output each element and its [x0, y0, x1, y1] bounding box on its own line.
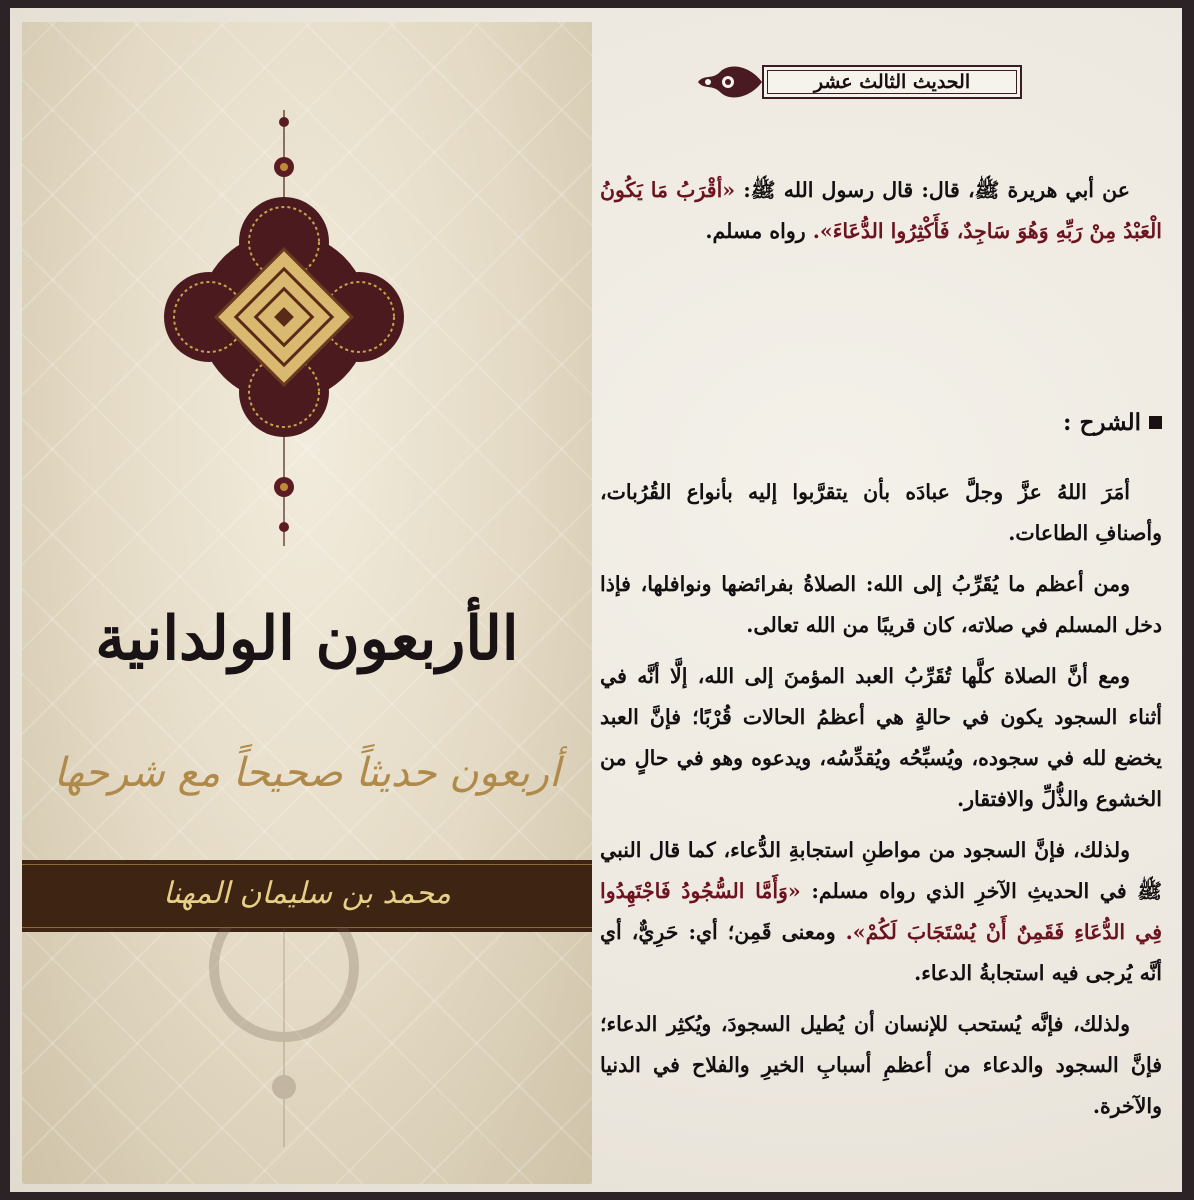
paragraph-1: أمَرَ اللهُ عزَّ وجلَّ عبادَه بأن يتقرَّبوا إليه بأنواع القُرُبات، وأصنافِ الطاعات. [600, 480, 1162, 545]
author-band [22, 860, 592, 932]
banner-left-ornament-icon [690, 56, 764, 108]
paragraph-4 [600, 830, 1162, 994]
paragraph-4-intro: ولذلك، فإنَّ السجود من مواطنِ استجابةِ الدُّعاء، كما قال النبي ﷺ في الحديثِ الآخرِ الذي رواه مسلم: [600, 838, 1162, 903]
second-hadith: «وَأَمَّا السُّجُودُ فَاجْتَهِدُوا فِي الدُّعَاءِ فَقَمِنٌ أَنْ يُسْتَجَابَ لَكُمْ». [600, 879, 1162, 944]
sharh-section [600, 402, 1162, 453]
square-bullet-icon [1149, 416, 1162, 429]
cover-subtitle: أربعون حديثاً صحيحاً مع شرحها [53, 750, 561, 796]
chapter-title: الحديث الثالث عشر [813, 71, 971, 93]
section-label: الشرح : [1063, 409, 1141, 436]
paragraph-4-explanation: ومعنى قَمِن؛ أي: حَرِيٌّ، أي أنَّه يُرجى فيه استجابةُ الدعاء. [600, 920, 1162, 985]
hadith-text: «أقْرَبُ مَا يَكُونُ الْعَبْدُ مِنْ رَبِّهِ وَهُوَ سَاجِدٌ، فَأَكْثِرُوا الدُّعَاءَ». [600, 178, 1162, 243]
cover-author: محمد بن سليمان المهنا [163, 876, 451, 911]
explanation-body [600, 472, 1162, 1137]
paragraph-2: ومن أعظم ما يُقَرِّبُ إلى الله: الصلاةُ بفرائضها ونوافلها، فإذا دخل المسلم في صلاته، كان قريبًا من الله تعالى. [600, 572, 1162, 637]
cover-title: الأربعون الولدانية [95, 604, 519, 674]
text-panel [600, 22, 1172, 1184]
hadith-paragraph [600, 170, 1162, 262]
paragraph-5: ولذلك، فإنَّه يُستحب للإنسان أن يُطيل السجودَ، ويُكثِر الدعاء؛ فإنَّ السجود والدعاء من أعظمِ أسبابِ الخيرِ والفلاح في الدنيا والآخرة. [600, 1012, 1162, 1118]
page [10, 8, 1182, 1192]
faded-ornament [22, 927, 592, 1184]
paragraph-3: ومع أنَّ الصلاة كلَّها تُقَرِّبُ العبد المؤمنَ إلى الله، إلَّا أنَّه في أثناء السجود يكون في حالةٍ هي أعظمُ الحالات قُرْبًا؛ فإنَّ العبد يخضع لله في سجوده، ويُسبِّحُه ويُقدِّسُه، ويدعوه وهو في حالٍ من الخشوع والذُّلِّ والافتقار. [600, 664, 1162, 811]
hadith-intro: عن أبي هريرة ﷺ، قال: قال رسول الله ﷺ: [735, 178, 1130, 202]
chapter-banner [690, 56, 1090, 108]
hadith-source: رواه مسلم. [705, 219, 813, 243]
book-cover [22, 22, 592, 1184]
chapter-title-box [762, 65, 1022, 99]
ornament-medallion [22, 22, 592, 562]
